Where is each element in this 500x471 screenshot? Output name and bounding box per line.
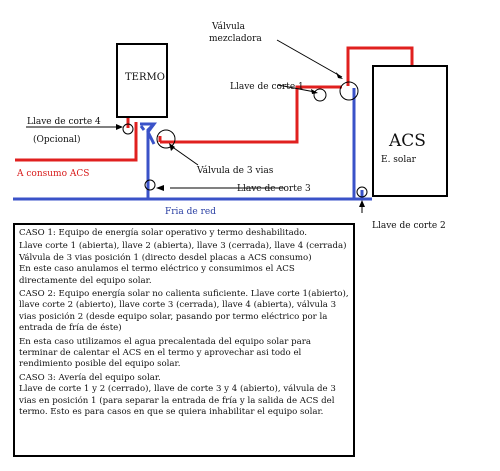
caso-3-title: CASO 3: Avería del equipo solar. bbox=[19, 372, 161, 383]
llave-corte-4-label: Llave de corte 4 bbox=[27, 117, 101, 127]
caso-1-title: CASO 1: Equipo de energía solar operativo y termo deshabilitado. bbox=[19, 228, 308, 238]
llave-corte-1-label: Llave de corte 1 bbox=[230, 82, 304, 92]
cases-box bbox=[13, 223, 355, 457]
caso-1-line-2: Válvula de 3 vias posición 1 (directo desdel placas a ACS consumo) bbox=[19, 252, 312, 263]
valvula-mezcladora-label-2: mezcladora bbox=[209, 34, 262, 44]
e-solar-label: E. solar bbox=[381, 155, 416, 165]
valvula-mezcladora-label-1: Válvula bbox=[212, 22, 246, 32]
caso-2-note: En esta caso utilizamos el agua precalentada del equipo solar para terminar de calentar el ACS en el termo y aprovechar asi todo el rendimiento posible del equipo solar. bbox=[19, 336, 311, 370]
valvula-3-vias-label: Válvula de 3 vias bbox=[197, 166, 274, 176]
llave-corte-2-label: Llave de corte 2 bbox=[372, 221, 446, 231]
caso-1-note: En este caso anulamos el termo eléctrico y consumimos el ACS directamente del equipo solar. bbox=[19, 264, 295, 286]
opcional-label: (Opcional) bbox=[33, 135, 81, 145]
caso-2-text: CASO 2: Equipo energía solar no calienta suficiente. Llave corte 1(abierto), llave corte 2 (abierto), llave corte 3 (cerrada), llave 4 (abierta), válvula 3 vias posición 2 (desde equipo solar, pasando por termo eléctrico por la entrada de fría de éste) bbox=[19, 289, 349, 334]
llave-corte-3-label: Llave de corte 3 bbox=[237, 184, 311, 194]
caso-1-line-1: Llave corte 1 (abierta), llave 2 (abierta), llave 3 (cerrada), llave 4 (cerrada) bbox=[19, 241, 347, 252]
a-consumo-acs-label: A consumo ACS bbox=[17, 169, 90, 179]
fria-de-red-label: Fria de red bbox=[165, 207, 216, 217]
acs-label: ACS bbox=[389, 131, 426, 151]
llave-corte-1-marker bbox=[314, 89, 326, 101]
termo-label: TERMO bbox=[125, 72, 165, 83]
caso-3-text: Llave de corte 1 y 2 (cerrado), llave de corte 3 y 4 (abierto), válvula de 3 vias en posición 1 (para separar la entrada de fría y la salida de ACS del termo. Esto es para casos en que se quiera inhabilitar el equipo solar. bbox=[19, 384, 336, 418]
